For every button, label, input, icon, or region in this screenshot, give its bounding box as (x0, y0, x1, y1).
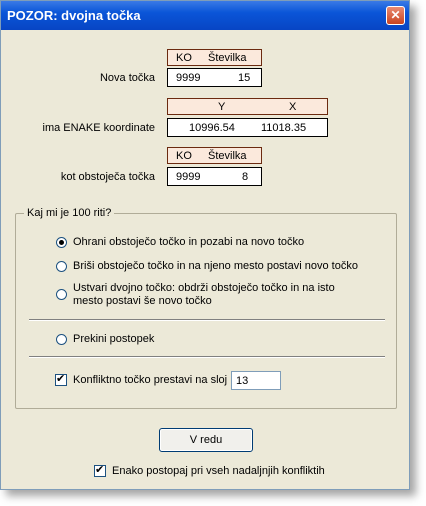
new-point-ko-value: 9999 (176, 72, 201, 84)
new-point-stevilka-value: 15 (238, 72, 251, 84)
coordinates-x-value: 11018.35 (261, 122, 307, 134)
option-cancel-radio[interactable] (56, 334, 67, 345)
coordinates-y-header: Y (218, 101, 226, 113)
option-replace-label[interactable]: Briši obstoječo točko in na njeno mesto postavi novo točko (73, 260, 358, 272)
close-icon: ✕ (390, 8, 401, 22)
window-title: POZOR: dvojna točka (7, 8, 141, 23)
move-to-layer-label[interactable]: Konfliktno točko prestavi na sloj (73, 374, 228, 386)
separator (29, 319, 385, 321)
coordinates-field[interactable] (167, 118, 328, 137)
new-point-header (167, 49, 262, 66)
new-point-ko-header: KO (176, 52, 192, 64)
ok-button[interactable]: V redu (159, 428, 253, 452)
new-point-label: Nova točka (99, 72, 155, 84)
existing-point-stevilka-header: Številka (208, 150, 247, 162)
option-cancel-label[interactable]: Prekini postopek (73, 333, 155, 345)
same-action-label[interactable]: Enako postopaj pri vseh nadaljnjih konfliktih (112, 465, 325, 477)
coordinates-header (167, 98, 328, 115)
option-duplicate-label-line1[interactable]: Ustvari dvojno točko: obdrži obstoječo točko in na isto (73, 282, 335, 294)
options-group-label: Kaj mi je 100 riti? (24, 207, 114, 219)
title-bar[interactable] (1, 1, 409, 30)
existing-point-field[interactable] (167, 167, 262, 186)
coordinates-x-header: X (289, 101, 297, 113)
existing-point-header (167, 147, 262, 164)
existing-point-ko-value: 9999 (176, 171, 201, 183)
option-duplicate-label-line2[interactable]: mesto postavi še novo točko (73, 295, 212, 307)
move-to-layer-checkbox[interactable] (55, 374, 67, 386)
new-point-field[interactable] (167, 68, 262, 87)
existing-point-stevilka-value: 8 (242, 171, 249, 183)
existing-point-ko-header: KO (176, 150, 192, 162)
option-replace-radio[interactable] (56, 261, 67, 272)
existing-point-label: kot obstoječa točka (60, 171, 155, 183)
layer-input[interactable] (231, 371, 281, 390)
coordinates-label: ima ENAKE koordinate (42, 122, 155, 134)
same-action-checkbox[interactable] (94, 465, 106, 477)
option-keep-existing-radio[interactable] (56, 237, 67, 248)
new-point-stevilka-header: Številka (208, 52, 247, 64)
close-button[interactable] (386, 6, 405, 25)
option-keep-existing-label[interactable]: Ohrani obstoječo točko in pozabi na novo točko (73, 236, 305, 248)
option-duplicate-radio[interactable] (56, 289, 67, 300)
separator (29, 356, 385, 358)
layer-value: 13 (236, 375, 249, 387)
coordinates-y-value: 10996.54 (189, 122, 235, 134)
